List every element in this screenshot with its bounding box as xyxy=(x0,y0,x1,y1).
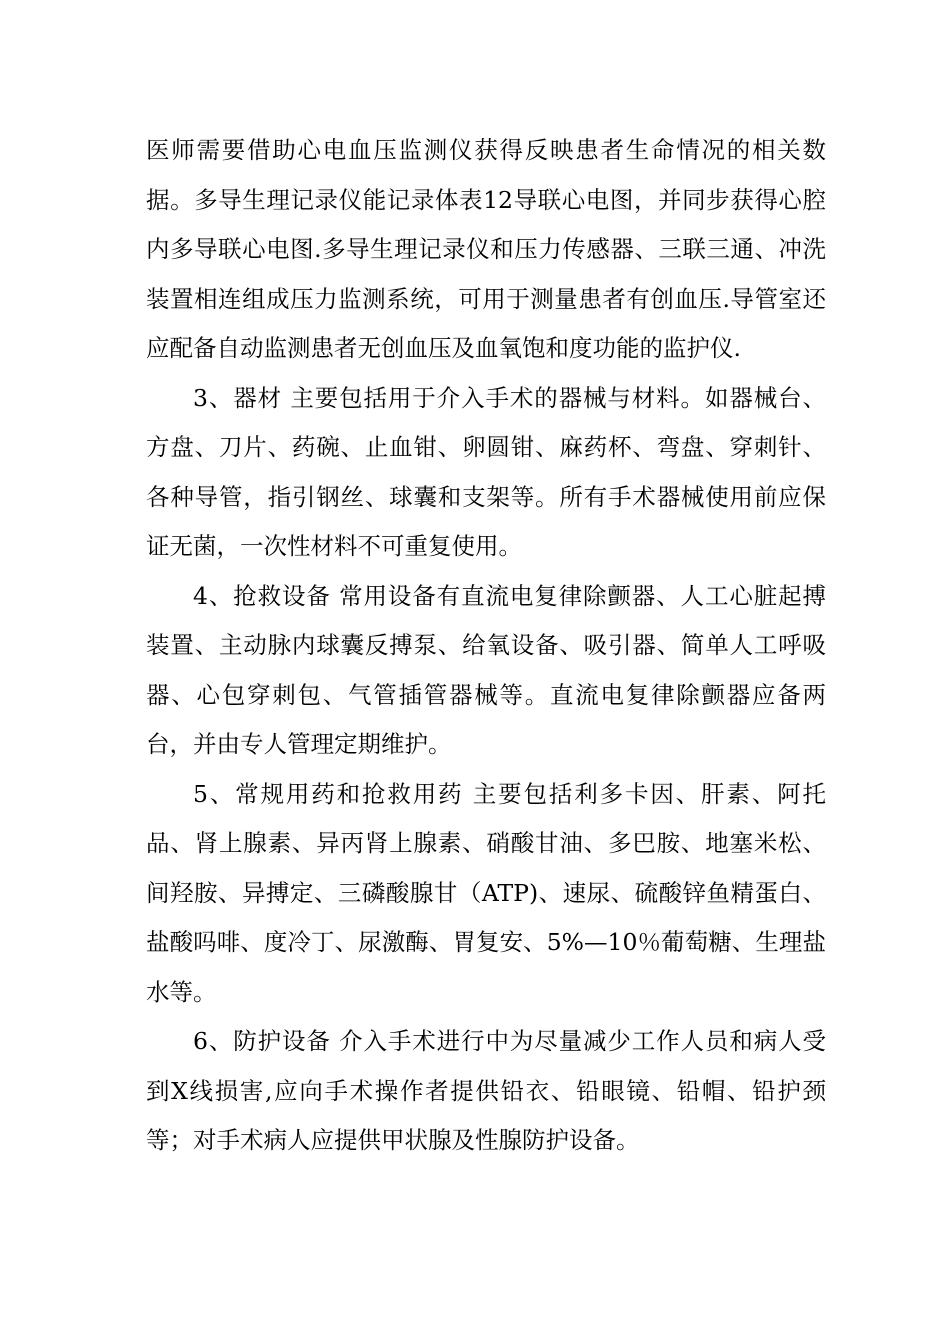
document-body xyxy=(146,126,826,1166)
paragraph-protective-equipment: 6、防护设备 介入手术进行中为尽量减少工作人员和病人受到X线损害,应向手术操作者提供铅衣、铅眼镜、铅帽、铅护颈等；对手术病人应提供甲状腺及性腺防护设备。 xyxy=(146,1027,826,1154)
paragraph-instruments: 3、器材 主要包括用于介入手术的器械与材料。如器械台、方盘、刀片、药碗、止血钳、卵圆钳、麻药杯、弯盘、穿刺针、各种导管，指引钢丝、球囊和支架等。所有手术器械使用前应保证无菌，一次性材料不可重复使用。 xyxy=(146,383,826,560)
paragraph-rescue-equipment: 4、抢救设备 常用设备有直流电复律除颤器、人工心脏起搏装置、主动脉内球囊反搏泵、给氧设备、吸引器、简单人工呼吸器、心包穿刺包、气管插管器械等。直流电复律除颤器应备两台，并由专人管理定期维护。 xyxy=(146,581,826,758)
paragraph-monitoring-equipment: 医师需要借助心电血压监测仪获得反映患者生命情况的相关数据。多导生理记录仪能记录体表12导联心电图，并同步获得心腔内多导联心电图.多导生理记录仪和压力传感器、三联三通、冲洗装置相连组成压力监测系统，可用于测量患者有创血压.导管室还应配备自动监测患者无创血压及血氧饱和度功能的监护仪. xyxy=(146,136,826,362)
paragraph-medications: 5、常规用药和抢救用药 主要包括利多卡因、肝素、阿托品、肾上腺素、异丙肾上腺素、硝酸甘油、多巴胺、地塞米松、间羟胺、异搏定、三磷酸腺甘（ATP)、速尿、硫酸锌鱼精蛋白、盐酸吗啡、度冷丁、尿激酶、胃复安、5%—10％葡萄糖、生理盐水等。 xyxy=(146,779,826,1006)
